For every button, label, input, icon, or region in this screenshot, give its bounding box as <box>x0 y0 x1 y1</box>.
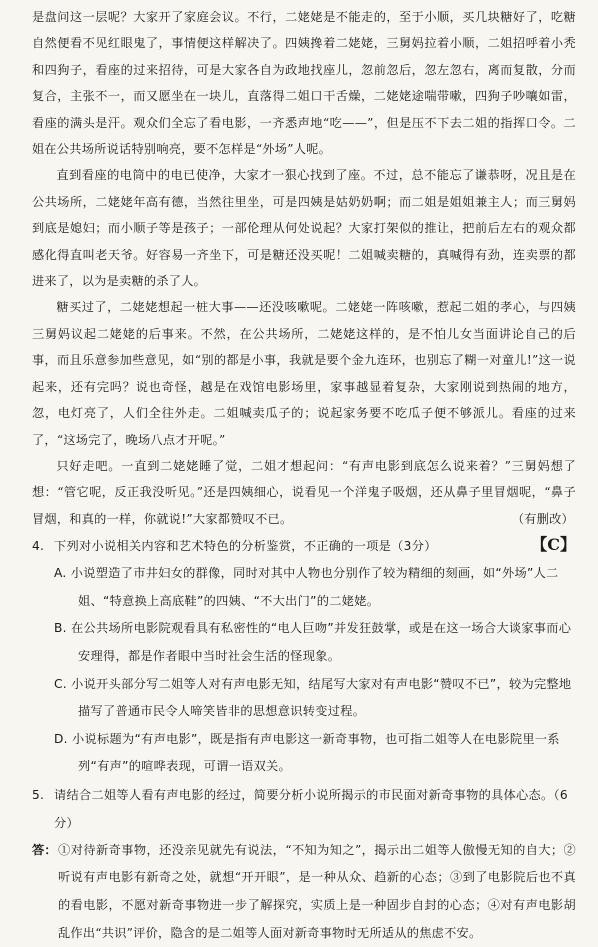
question-4-answer: 【C】 <box>531 535 576 555</box>
question-5-answer <box>32 837 576 947</box>
story-paragraph-4-text: 只好走吧。一直到二姥姥睡了觉，二姐才想起问：“有声电影到底怎么说来着？”三舅妈想了想：“管它呢，反正我没听见。”还是四姨细心，说看见一个洋鬼子吸烟，还从鼻子里冒烟呢，“鼻子冒烟，和真的一样，你就说!”大家都赞叹不已。 <box>32 458 576 526</box>
option-a-label: A. <box>54 566 67 581</box>
option-a <box>54 560 576 615</box>
answer-text: ①对待新奇事物，还没亲见就先有说法，“不知为知之”，揭示出二姐等人傲慢无知的自大；②听说有声电影有新奇之处，就想“开开眼”，是一种从众、趋新的心态；③到了电影院后也不真的看电影，不愿对新奇事物进一步了解探究，实质上是一种固步自封的心态；④对有声电影胡乱作出“共识”评价，隐含的是二姐等人面对新奇事物时无所适从的焦虑不安。 <box>58 842 576 940</box>
option-b-label: B. <box>54 621 67 636</box>
option-d-label: D. <box>54 731 68 746</box>
question-5-text: 请结合二姐等人看有声电影的经过，简要分析小说所揭示的市民面对新奇事物的具体心态。（6分） <box>54 787 568 830</box>
option-c-label: C. <box>54 676 67 691</box>
question-4-stem <box>32 532 576 560</box>
source-note: （有删改） <box>511 511 574 526</box>
story-paragraph-3: 糖买过了，二姥姥想起一桩大事——还没咳嗽呢。二姥姥一阵咳嗽，惹起二姐的孝心，与四姨三舅妈议起二姥姥的后事来。不然，在公共场所，二姥姥这样的，是不怕儿女当面讲论自己的后事，而且乐意参加些意见，如“别的都是小事，我就是要个金九连环，也别忘了糊一对童儿!”这一说起来，还有完吗？说也奇怪，越是在戏馆电影场里，家事越显着复杂，大家刚说到热闹的地方，忽，电灯亮了，人们全往外走。二姐喊卖瓜子的；说起家务要不吃瓜子便不够派儿。看座的过来了，“这场完了，晚场八点才开呢。” <box>32 300 576 447</box>
story-paragraph-2: 直到看座的电筒中的电已使净，大家才一狠心找到了座。不过，总不能忘了谦恭呀，况且是在公共场所，二姥姥年高有德，当然往里坐，可是四姨是姑奶奶啊；而二姐是姐姐兼主人；而三舅妈到底是媳妇；而小顺子等是孩子；一部伦理从何处说起？大家打架似的推让，把前后左右的观众都感化得直叫老天爷。好容易一齐坐下，可是糖还没买呢！二姐喊卖糖的，真喊得有劲，连卖票的都进来了，以为是卖糖的杀了人。 <box>32 168 576 289</box>
story-paragraph-4 <box>32 453 576 532</box>
option-d-text: 小说标题为“有声电影”，既是指有声电影这一新奇事物，也可指二姐等人在电影院里一系列“有声”的喧哗表现，可谓一语双关。 <box>72 731 560 774</box>
question-4-options <box>32 560 576 781</box>
option-b-text: 在公共场所电影院观看具有私密性的“电人巨吻”并发狂鼓掌，或是在这一场合大谈家事而心安理得，都是作者眼中当时社会生活的怪现象。 <box>71 621 572 663</box>
option-d <box>54 726 576 781</box>
answer-label: 答： <box>32 842 57 857</box>
question-5-number: 5. <box>32 787 45 802</box>
option-c-text: 小说开头部分写二姐等人对有声电影无知，结尾写大家对有声电影“赞叹不已”，较为完整地描写了普通市民令人啼笑皆非的思想意识转变过程。 <box>71 676 572 719</box>
option-b <box>54 615 576 670</box>
question-4-text: 下列对小说相关内容和艺术特色的分析鉴赏，不正确的一项是（3分） <box>54 539 437 554</box>
question-4 <box>32 532 576 560</box>
question-5-stem <box>32 781 576 837</box>
option-c <box>54 671 576 726</box>
question-5 <box>32 781 576 837</box>
question-4-number: 4. <box>32 539 45 554</box>
story-paragraph-1: 是盘问这一层呢？大家开了家庭会议。不行，二姥姥是不能走的，至于小顺，买几块糖好了，吃糖自然便看不见红眼鬼了，事情便这样解决了。四姨搀着二姥姥，三舅妈拉着小顺，二姐招呼着小秃和四狗子，看座的过来招待，可是大家各自为政地找座儿，忽前忽后，忽左忽右，离而复散，分而复合，主张不一，而又愿坐在一块儿，直落得二姐口干舌燥，二姥姥途喘带嗽，四狗子吵嚷如雷，看座的满头是汗。观众们全忘了看电影，一齐悉声地“吃——”，但是压不下去二姐的指挥口令。二姐在公共场所说话特别响亮，要不怎样是“外场”人呢。 <box>32 10 576 157</box>
option-a-text: 小说塑造了市井妇女的群像，同时对其中人物也分别作了较为精细的刻画，如“外场”人二姐、“特意换上高底鞋”的四姨、“不大出门”的二姥姥。 <box>70 566 559 608</box>
